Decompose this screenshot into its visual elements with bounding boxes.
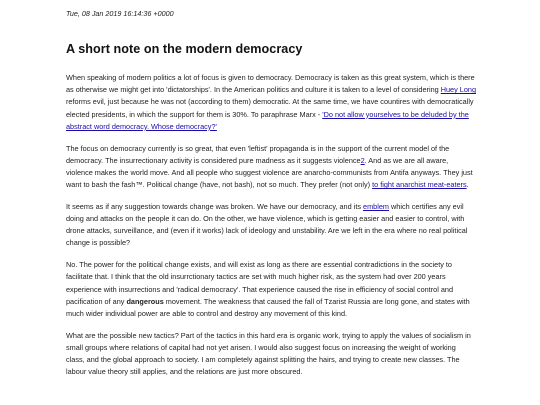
paragraph-text: What are the possible new tactics? Part of the tactics in this hard era is organic work, trying to apply the values of socialism in small groups where relations of capital had not yet arisen. I would also suggest focus on increasing the weight of working class, and the global approach to society. I am completely against splitting the hairs, and trying to create new classes. The labour value theory still applies, and the relations are just more obscured.	[66, 330, 471, 377]
paragraph-text: movement. The weakness that caused the fall of Tzarist Russia are long gone, and states with much wider individual power are able to control and destroy any movement of this kind.	[66, 296, 470, 318]
paragraph-text: . And as we are all aware, violence makes the world move. And all people who suggest violence are anarcho-communists from Antifa anyways. They just want to bash the fash™. Political change (have, not bash), not so much. They prefer (not only)	[66, 155, 473, 190]
paragraph-text: reforms evil, just because he was not (according to them) democratic. At the same time, we have countires with democratically elected presidents, in which the support for them is 30%. To paraphrase Marx -	[66, 97, 474, 119]
link-huey-long[interactable]: Huey Long	[440, 85, 477, 95]
bold-dangerous: dangerous	[126, 296, 164, 306]
paragraph-text: .	[466, 180, 469, 190]
link-anarchist-meat-eaters[interactable]: to fight anarchist meat-eaters	[372, 180, 467, 190]
paragraph-text: It seems as if any suggestion towards change was broken. We have our democracy, and its	[66, 201, 364, 211]
post-title: A short note on the modern democracy	[66, 42, 303, 56]
paragraph-3	[66, 201, 476, 250]
link-marx-quote[interactable]: 'Do not allow yourselves to be deluded by the abstract word democracy. Whose democracy?'	[66, 109, 469, 131]
paragraph-4	[66, 259, 476, 320]
post-body	[66, 72, 476, 388]
paragraph-5	[66, 330, 476, 379]
paragraph-1	[66, 72, 476, 133]
paragraph-text: The focus on democracy currently is so great, that even 'leftist' propaganda is in the support of the current model of the democracy. The insurrectionary activity is considered pure madness as it suggests violence	[66, 143, 450, 165]
footnote-link-2[interactable]: 2	[360, 155, 365, 165]
link-emblem[interactable]: emblem	[363, 201, 389, 211]
post-timestamp: Tue, 08 Jan 2019 16:14:36 +0000	[66, 9, 174, 18]
paragraph-2	[66, 143, 476, 192]
paragraph-text: No. The power for the political change exists, and will exist as long as there are essential contradictions in the society to facilitate that. I think that the old insurrctionary tactics are set with much higher risk, as the system had over 200 years experience with insurrections and 'radical democracy'. That experience caused the rise in efficiency of social control and pacification of any	[66, 260, 454, 306]
paragraph-text: which certifies any evil doing and attacks on the people it can do. On the other, we have violence, which is getting easier and easier to control, with drone attacks, surveillance, and (even if it works) lack of ideology and unstability. Are we left in the era where no real political change is possible?	[66, 201, 468, 248]
paragraph-text: When speaking of modern politics a lot of focus is given to democracy. Democracy is taken as this great system, which is there as otherwise we might get into 'dictatorships'. In the American politics and culture it is taken to a level of considering	[66, 73, 475, 95]
